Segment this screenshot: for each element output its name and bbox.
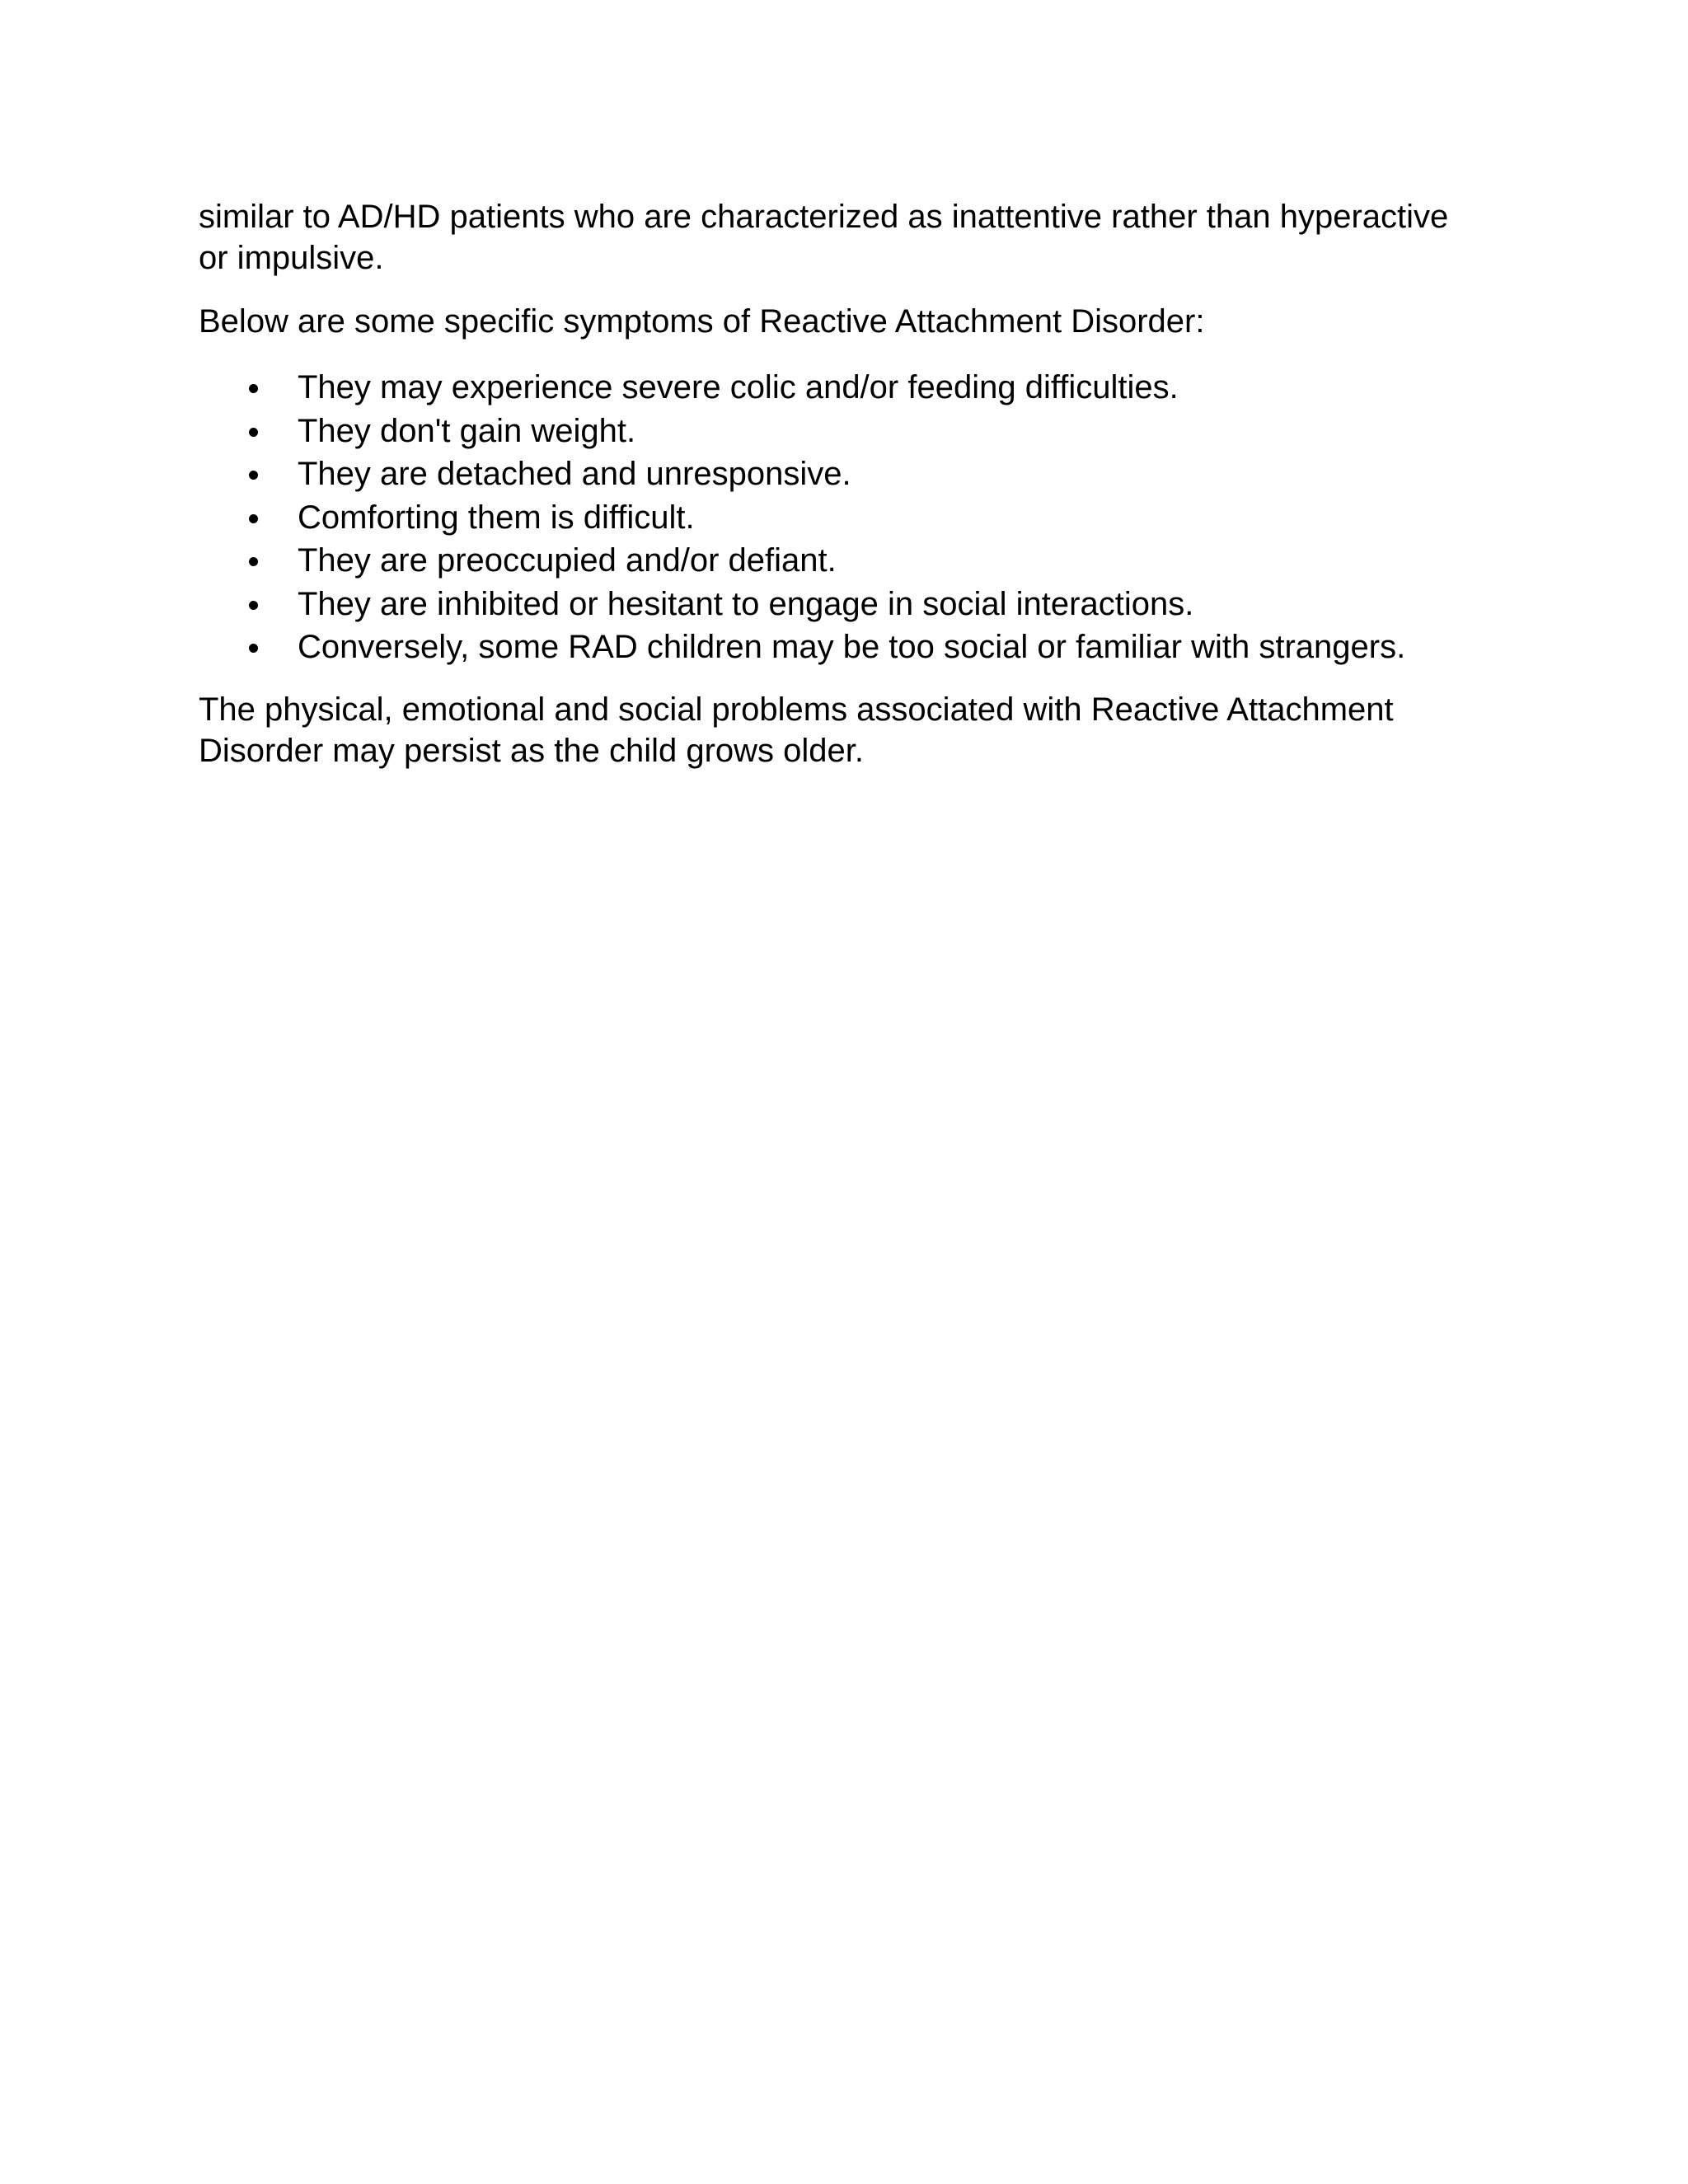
paragraph-continuation: similar to AD/HD patients who are characterized as inattentive rather than hyperactive or impulsive.	[199, 199, 1449, 276]
symptoms-bullet-list	[199, 366, 1484, 669]
list-item-text: Conversely, some RAD children may be too social or familiar with strangers.	[298, 629, 1406, 665]
list-item	[199, 366, 1484, 410]
bullet-icon	[249, 601, 258, 610]
list-item-text: They are preoccupied and/or defiant.	[298, 542, 837, 579]
bullet-icon	[249, 471, 258, 480]
bullet-icon	[249, 557, 258, 566]
document-body	[199, 196, 1484, 771]
closing-paragraph: The physical, emotional and social problems associated with Reactive Attachment Disorder may persist as the child grows older.	[199, 691, 1394, 769]
bullet-icon	[249, 644, 258, 653]
list-item	[199, 452, 1484, 496]
bullet-icon	[249, 514, 258, 523]
list-item	[199, 539, 1484, 583]
list-item	[199, 496, 1484, 540]
list-item	[199, 626, 1484, 669]
symptoms-intro-paragraph: Below are some specific symptoms of Reactive Attachment Disorder:	[199, 303, 1205, 340]
bullet-icon	[249, 428, 258, 437]
list-item-text: They may experience severe colic and/or feeding difficulties.	[298, 369, 1179, 405]
list-item	[199, 583, 1484, 626]
list-item-text: They don't gain weight.	[298, 412, 636, 449]
list-item-text: Comforting them is difficult.	[298, 499, 695, 536]
list-item	[199, 410, 1484, 453]
list-item-text: They are inhibited or hesitant to engage in social interactions.	[298, 585, 1194, 622]
list-item-text: They are detached and unresponsive.	[298, 456, 851, 492]
bullet-icon	[249, 384, 258, 393]
